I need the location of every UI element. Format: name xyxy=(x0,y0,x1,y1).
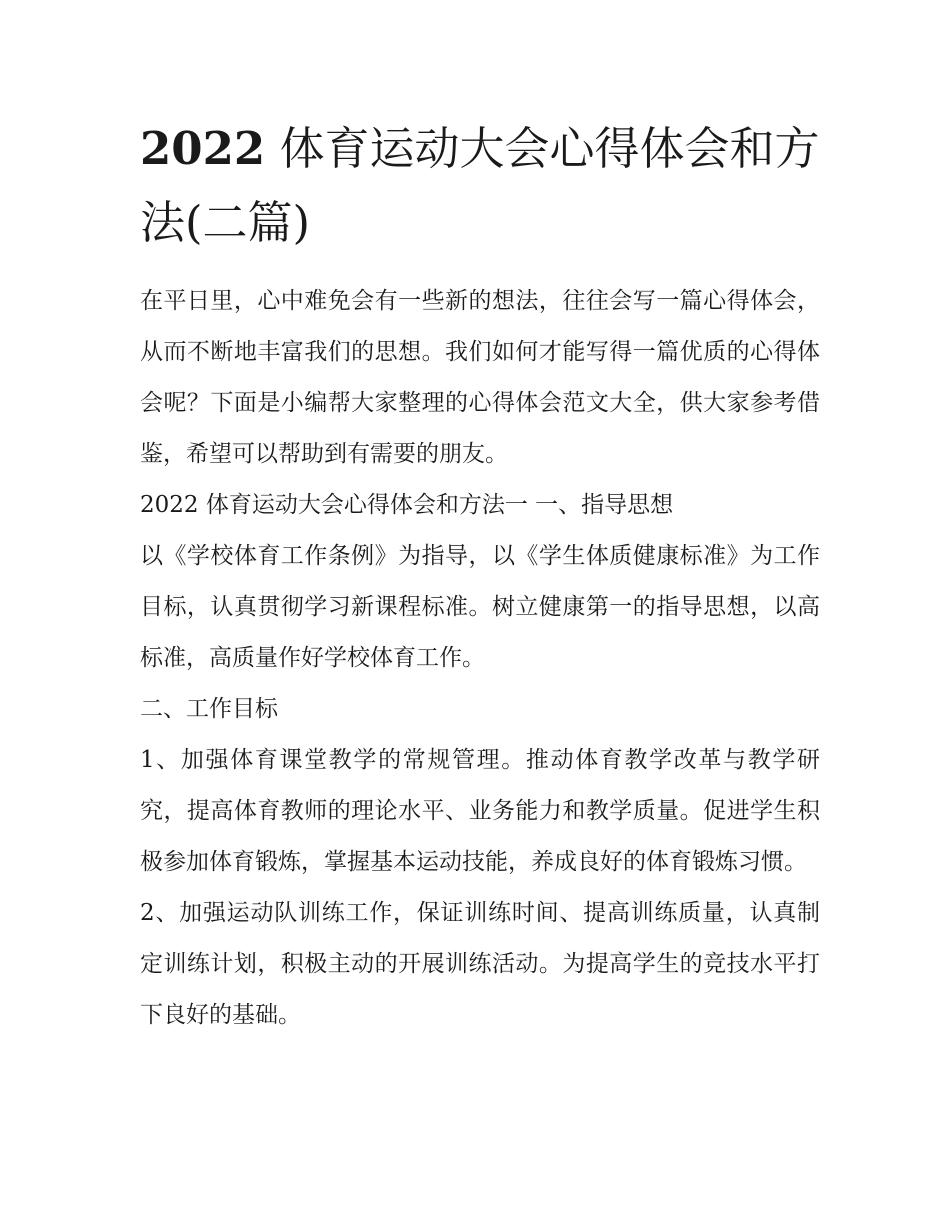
work-goal-item-1: 1、加强体育课堂教学的常规管理。推动体育教学改革与教学研究，提高体育教师的理论水平、业务能力和教学质量。促进学生积极参加体育锻炼，掌握基本运动技能，养成良好的体育锻炼习惯。 xyxy=(140,747,820,875)
work-goal-item-2: 2、加强运动队训练工作，保证训练时间、提高训练质量，认真制定训练计划，积极主动的开展训练活动。为提高学生的竞技水平打下良好的基础。 xyxy=(140,900,820,1028)
title-year: 2022 xyxy=(140,122,266,175)
page-title xyxy=(140,112,820,260)
intro-paragraph: 在平日里，心中难免会有一些新的想法，往往会写一篇心得体会，从而不断地丰富我们的思想。我们如何才能写得一篇优质的心得体会呢？下面是小编帮大家整理的心得体会范文大全，供大家参考借鉴，希望可以帮助到有需要的朋友。 xyxy=(140,288,820,467)
document-body xyxy=(140,276,820,1041)
section-heading-work-goals: 二、工作目标 xyxy=(140,696,278,722)
title-text: 体育运动大会心得体会和方法(二篇) xyxy=(140,122,820,249)
guiding-thought-paragraph: 以《学校体育工作条例》为指导，以《学生体质健康标准》为工作目标，认真贯彻学习新课程标准。树立健康第一的指导思想，以高标准，高质量作好学校体育工作。 xyxy=(140,543,820,671)
section-heading-guiding-thought: 2022 体育运动大会心得体会和方法一 一、指导思想 xyxy=(140,492,674,518)
